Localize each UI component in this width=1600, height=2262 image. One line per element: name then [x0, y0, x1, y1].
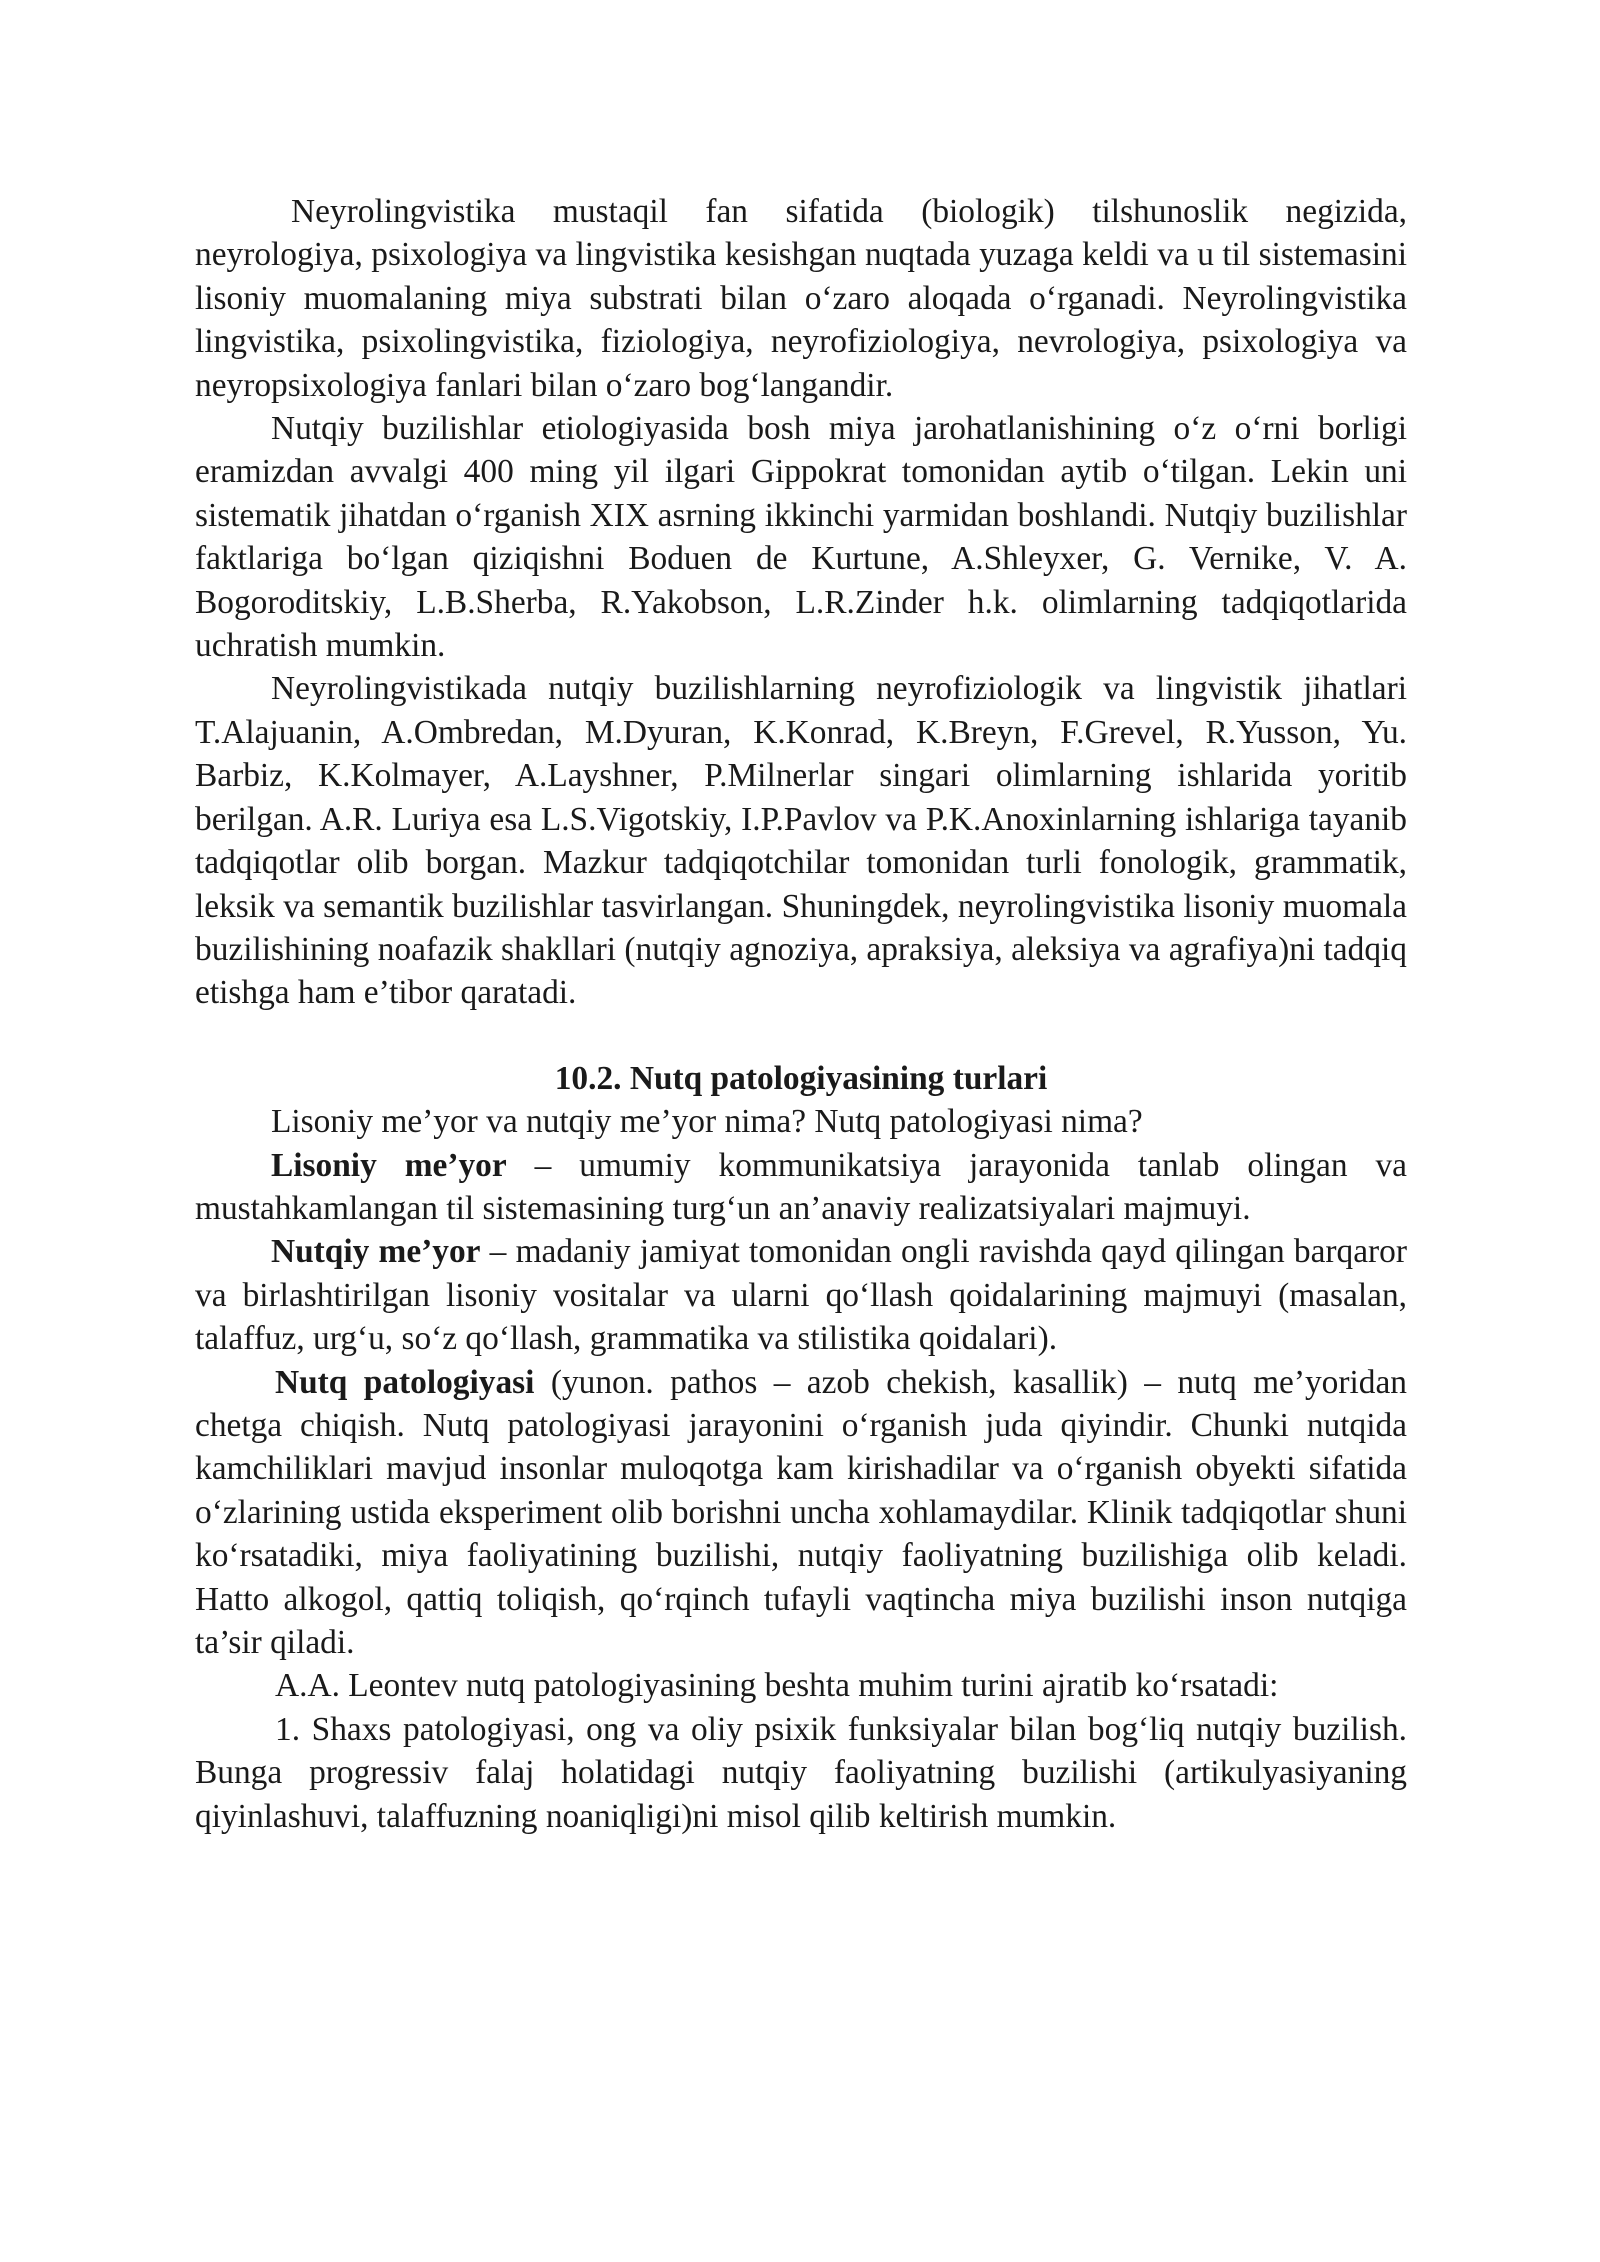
- definition-text: (yunon. pathos – azob chekish, kasallik) – nutq me’yoridan chetga chiqish. Nutq patologiyasi jarayonini o‘rganish juda qiyindir. Chunki nutqida kamchiliklari mavjud insonlar muloqotga kam kirishadilar va o‘rganish obyekti sifatida o‘zlarining ustida eksperiment olib borishni uncha xohlamaydilar. Klinik tadqiqotlar shuni ko‘rsatadiki, miya faoliyatining buzilishi, nutqiy faoliyatning buzilishiga olib keladi. Hatto alkogol, qattiq toliqish, qo‘rqinch tufayli vaqtincha miya buzilishi inson nutqiga ta’sir qiladi.: [195, 1363, 1407, 1661]
- leontev-line: A.A. Leontev nutq patologiyasining beshta muhim turini ajratib ko‘rsatadi:: [275, 1667, 1279, 1705]
- definition-term: Nutq patologiyasi: [275, 1363, 535, 1401]
- question-line: Lisoniy me’yor va nutqiy me’yor nima? Nutq patologiyasi nima?: [271, 1103, 1143, 1141]
- definition-text: – umumiy kommunikatsiya jarayonida tanlab olingan va mustahkamlangan til sistemasining turg‘un an’anaviy realizatsiyalari majmuyi.: [195, 1146, 1407, 1227]
- paragraph: Nutqiy buzilishlar etiologiyasida bosh miya jarohatlanishining o‘z o‘rni borligi eramizdan avvalgi 400 ming yil ilgari Gippokrat tomonidan aytib o‘tilgan. Lekin uni sistematik jihatdan o‘rganish XIX asrning ikkinchi yarmidan boshlandi. Nutqiy buzilishlar faktlariga bo‘lgan qiziqishni Boduen de Kurtune, A.Shleyxer, G. Vernike, V. A. Bogoroditskiy, L.B.Sherba, R.Yakobson, L.R.Zinder h.k. olimlarning tadqiqotlarida uchratish mumkin.: [195, 410, 1407, 665]
- definition-nutqiy-meyor: [195, 1230, 1407, 1360]
- list-item: 1. Shaxs patologiyasi, ong va oliy psixik funksiyalar bilan bog‘liq nutqiy buzilish. Bunga progressiv falaj holatidagi nutqiy faoliyatning buzilishi (artikulyasiyaning qiyinlashuvi, talaffuzning noaniqligi)ni misol qilib keltirish mumkin.: [195, 1710, 1407, 1835]
- paragraph: Neyrolingvistikada nutqiy buzilishlarning neyrofiziologik va lingvistik jihatlari T.Alajuanin, A.Ombredan, M.Dyuran, K.Konrad, K.Breyn, F.Grevel, R.Yusson, Yu. Barbiz, K.Kolmayer, A.Layshner, P.Milnerlar singari olimlarning ishlarida yoritib berilgan. A.R. Luriya esa L.S.Vigotskiy, I.P.Pavlov va P.K.Anoxinlarning ishlariga tayanib tadqiqotlar olib borgan. Mazkur tadqiqotchilar tomonidan turli fonologik, grammatik, leksik va semantik buzilishlar tasvirlangan. Shuningdek, neyrolingvistika lisoniy muomala buzilishining noafazik shakllari (nutqiy agnoziya, apraksiya, aleksiya va agrafiya)ni tadqiq etishga ham e’tibor qaratadi.: [195, 670, 1407, 1012]
- paragraph: Neyrolingvistika mustaqil fan sifatida (biologik) tilshunoslik negizida, neyrologiya, psixologiya va lingvistika kesishgan nuqtada yuzaga keldi va u til sistemasini lisoniy muomalaning miya substrati bilan o‘zaro aloqada o‘rganadi. Neyrolingvistika lingvistika, psixolingvistika, fiziologiya, neyrofiziologiya, nevrologiya, psixologiya va neyropsixologiya fanlari bilan o‘zaro bog‘langandir.: [195, 193, 1407, 404]
- definition-lisoniy-meyor: [195, 1144, 1407, 1231]
- definition-term: Lisoniy me’yor: [271, 1146, 507, 1184]
- section-heading: 10.2. Nutq patologiyasining turlari: [554, 1059, 1048, 1097]
- definition-nutq-patologiyasi: [195, 1361, 1407, 1665]
- definition-text: – madaniy jamiyat tomonidan ongli ravishda qayd qilingan barqaror va birlashtirilgan lisoniy vositalar va ularni qo‘llash qoidalarining majmuyi (masalan, talaffuz, urg‘u, so‘z qo‘llash, grammatika va stilistika qoidalari).: [195, 1233, 1407, 1358]
- definition-term: Nutqiy me’yor: [271, 1233, 481, 1271]
- document-page: [195, 190, 1407, 1838]
